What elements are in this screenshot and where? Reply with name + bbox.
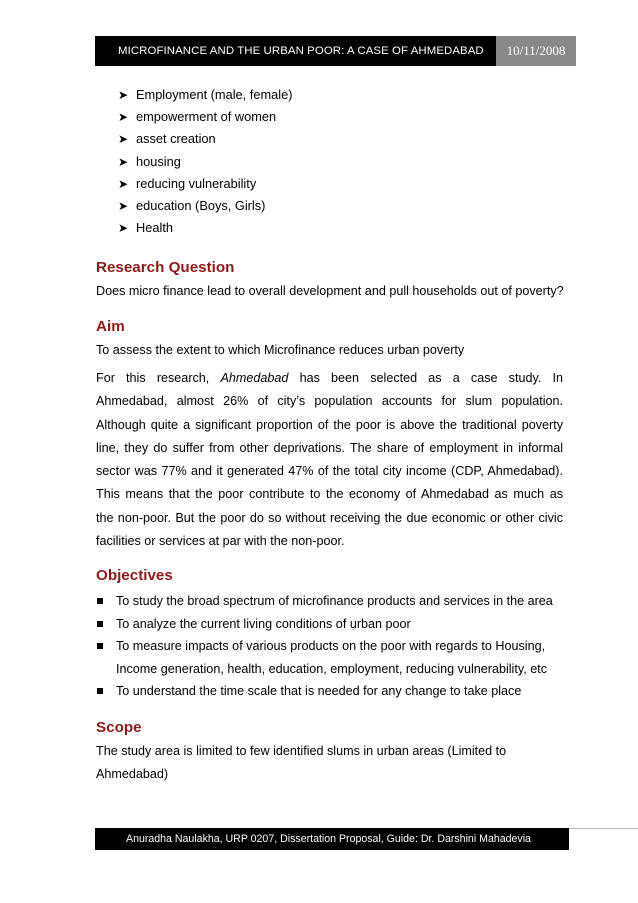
arrow-bullet-icon: ➤: [118, 154, 129, 169]
square-bullet-icon: [97, 688, 103, 694]
research-question-heading: Research Question: [96, 259, 235, 276]
list-item: To study the broad spectrum of microfinance products and services in the area: [96, 590, 576, 613]
square-bullet-icon: [97, 643, 103, 649]
header-date: 10/11/2008: [496, 36, 576, 66]
arrow-bullet-icon: ➤: [118, 221, 129, 236]
paragraph-line: For this research, Ahmedabad has been selected as a case study. In: [96, 371, 564, 385]
list-item: ➤ asset creation: [118, 128, 292, 150]
paragraph-line: Although quite a significant proportion of the poor is above the traditional poverty: [96, 417, 563, 432]
list-item: To analyze the current living conditions of urban poor: [96, 613, 576, 636]
city-emphasis: Ahmedabad: [220, 371, 289, 385]
header-title: MICROFINANCE AND THE URBAN POOR: A CASE OF AHMEDABAD: [95, 36, 496, 66]
arrow-bullet-icon: ➤: [118, 132, 129, 147]
footer-rule: [569, 828, 638, 829]
paragraph-line: line, they do suffer from other deprivations. The share of employment in informal: [96, 440, 563, 455]
list-item: ➤ Employment (male, female): [118, 84, 292, 106]
objectives-heading: Objectives: [96, 567, 173, 584]
square-bullet-icon: [97, 621, 103, 627]
aim-heading: Aim: [96, 318, 125, 335]
list-item: ➤ housing: [118, 151, 292, 173]
top-bullet-list: [118, 84, 292, 239]
arrow-bullet-icon: ➤: [118, 88, 129, 102]
list-item: ➤ empowerment of women: [118, 106, 292, 128]
list-item: To understand the time scale that is needed for any change to take place: [96, 680, 576, 703]
paragraph-line: This means that the poor contribute to the economy of Ahmedabad as much as: [96, 487, 563, 502]
paragraph-line: Ahmedabad, almost 26% of city’s population accounts for slum population.: [96, 394, 563, 409]
footer: Anuradha Naulakha, URP 0207, Dissertation Proposal, Guide: Dr. Darshini Mahadevia: [95, 828, 569, 850]
scope-text-line2: Ahmedabad): [96, 767, 169, 781]
list-item: To measure impacts of various products on the poor with regards to Housing, Income generation, health, education, employment, reducing vulnerability, etc: [96, 635, 576, 680]
objectives-list: [96, 590, 576, 703]
paragraph-line: sector was 77% and it generated 47% of the total city income (CDP, Ahmedabad).: [96, 464, 563, 479]
list-item: ➤ reducing vulnerability: [118, 173, 292, 195]
paragraph-line: the non-poor. But the poor do so without receiving the due economic or other civic: [96, 510, 563, 525]
arrow-bullet-icon: ➤: [118, 176, 129, 191]
research-question-text: Does micro finance lead to overall development and pull households out of poverty?: [96, 284, 564, 298]
scope-heading: Scope: [96, 719, 142, 736]
arrow-bullet-icon: ➤: [118, 110, 129, 125]
paragraph-line: facilities or services at par with the non-poor.: [96, 534, 345, 549]
scope-text-line1: The study area is limited to few identified slums in urban areas (Limited to: [96, 744, 507, 758]
objective-continuation: Income generation, health, education, employment, reducing vulnerability, etc: [116, 661, 548, 676]
list-item: ➤ Health: [118, 217, 292, 239]
list-item: ➤ education (Boys, Girls): [118, 195, 292, 217]
arrow-bullet-icon: ➤: [118, 198, 129, 213]
aim-text: To assess the extent to which Microfinance reduces urban poverty: [96, 343, 465, 357]
body-paragraph: [96, 367, 563, 553]
square-bullet-icon: [97, 598, 103, 604]
